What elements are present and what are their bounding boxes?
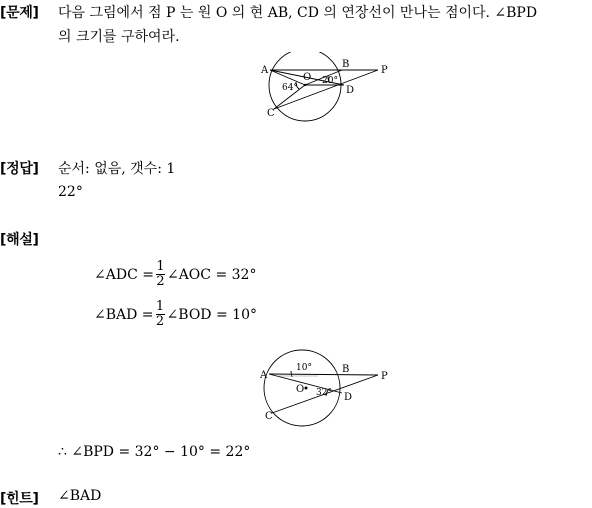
angle-32-label: 32° [316,388,332,398]
angle-64-label: 64° [282,83,298,93]
label-o: O [303,72,312,83]
eq1-denominator: 2 [156,274,165,289]
eq2-rhs: ∠BOD = 10° [166,306,257,323]
eq1-fraction [156,260,165,289]
angle-10-label: 10° [296,363,312,373]
eq2-numerator: 1 [155,299,165,314]
solution-figure [258,348,394,430]
equation-adc [94,260,256,289]
eq2-denominator: 2 [155,314,165,329]
label-b: B [342,59,350,70]
label-d: D [346,85,355,96]
eq1-lhs: ∠ADC = [94,266,154,283]
answer-value: 22° [58,184,83,200]
label-p: P [381,65,388,76]
label-b-2: B [342,364,350,375]
label-c: C [267,108,275,119]
solution-tag: [해설] [0,232,39,248]
label-d-2: D [344,392,353,403]
label-c-2: C [265,411,273,422]
hint-text: ∠BAD [58,488,102,504]
label-a: A [261,65,269,76]
secant-line-ap-2 [269,374,378,375]
label-p-2: P [381,371,388,382]
eq1-numerator: 1 [156,259,165,274]
solution-conclusion: ∴ ∠BPD = 32° − 10° = 22° [58,444,251,460]
problem-line-2: 의 크기를 구하여라. [58,29,180,45]
eq2-lhs: ∠BAD = [94,306,154,323]
angle-20-label: 20° [322,76,338,86]
answer-order-line: 순서: 없음, 갯수: 1 [58,161,176,177]
problem-line-1: 다음 그림에서 점 P 는 원 O 의 현 AB, CD 의 연장선이 만나는 점이다. ∠BPD [58,5,538,21]
hint-tag: [힌트] [0,491,39,507]
problem-tag: [문제] [0,5,39,21]
circle-o [269,52,341,121]
answer-tag: [정답] [0,161,39,177]
problem-figure [258,52,394,124]
equation-bad [94,300,257,329]
eq1-rhs: ∠AOC = 32° [166,266,257,283]
eq2-fraction [156,300,165,329]
label-o-2: O [296,384,305,395]
label-a-2: A [260,370,268,381]
